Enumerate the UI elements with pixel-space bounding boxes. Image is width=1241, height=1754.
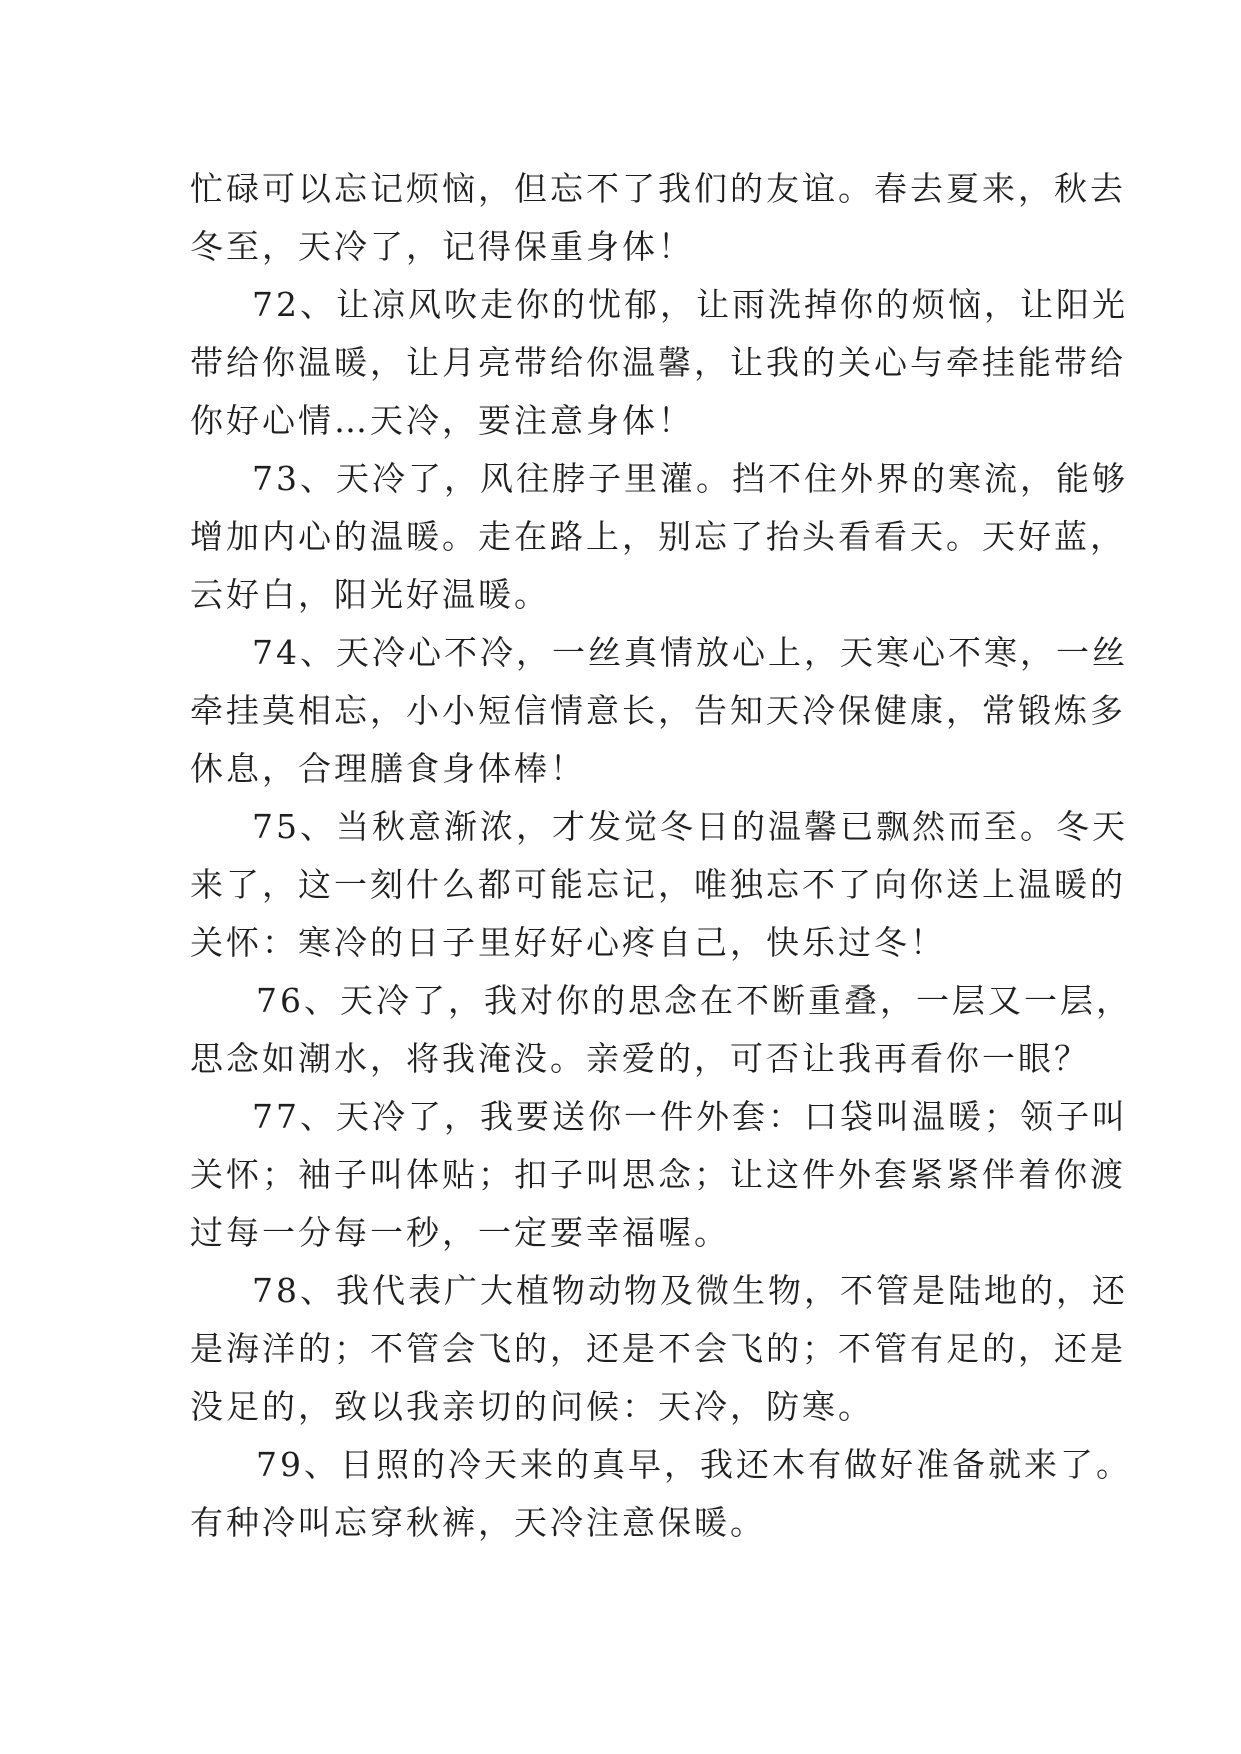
text-line: 带给你温暖，让月亮带给你温馨，让我的关心与牵挂能带给	[190, 343, 1126, 382]
text-line: 增加内心的温暖。走在路上，别忘了抬头看看天。天好蓝，	[190, 517, 1126, 556]
paragraph-73-start: 73、天冷了，风往脖子里灌。挡不住外界的寒流，能够	[252, 459, 1128, 498]
text-line: 思念如潮水，将我淹没。亲爱的，可否让我再看你一眼？	[190, 1039, 1090, 1078]
body-text	[190, 160, 1132, 1552]
text-line: 忙碌可以忘记烦恼，但忘不了我们的友谊。春去夏来，秋去	[190, 169, 1126, 208]
text-line: 有种冷叫忘穿秋裤，天冷注意保暖。	[190, 1503, 766, 1542]
text-line: 过每一分每一秒，一定要幸福喔。	[190, 1213, 730, 1252]
text-line: 关怀：寒冷的日子里好好心疼自己，快乐过冬！	[190, 923, 946, 962]
text-line: 来了，这一刻什么都可能忘记，唯独忘不了向你送上温暖的	[190, 865, 1126, 904]
text-line: 是海洋的；不管会飞的，还是不会飞的；不管有足的，还是	[190, 1329, 1126, 1368]
text-line: 云好白，阳光好温暖。	[190, 575, 550, 614]
text-line: 关怀；袖子叫体贴；扣子叫思念；让这件外套紧紧伴着你渡	[190, 1155, 1126, 1194]
text-line: 没足的，致以我亲切的问候：天冷，防寒。	[190, 1387, 874, 1426]
paragraph-78-start: 78、我代表广大植物动物及微生物，不管是陆地的，还	[252, 1271, 1128, 1310]
text-line: 牵挂莫相忘，小小短信情意长，告知天冷保健康，常锻炼多	[190, 691, 1126, 730]
paragraph-76-start: 76、天冷了，我对你的思念在不断重叠，一层又一层，	[256, 981, 1132, 1020]
text-line: 休息，合理膳食身体棒！	[190, 749, 586, 788]
paragraph-74-start: 74、天冷心不冷，一丝真情放心上，天寒心不寒，一丝	[252, 633, 1128, 672]
paragraph-75-start: 75、当秋意渐浓，才发觉冬日的温馨已飘然而至。冬天	[252, 807, 1128, 846]
paragraph-72-start: 72、让凉风吹走你的忧郁，让雨洗掉你的烦恼，让阳光	[252, 285, 1128, 324]
paragraph-79-start: 79、日照的冷天来的真早，我还木有做好准备就来了。	[256, 1445, 1132, 1484]
text-line: 你好心情…天冷，要注意身体！	[190, 401, 694, 440]
paragraph-77-start: 77、天冷了，我要送你一件外套：口袋叫温暖；领子叫	[252, 1097, 1128, 1136]
text-line: 冬至，天冷了，记得保重身体！	[190, 227, 694, 266]
